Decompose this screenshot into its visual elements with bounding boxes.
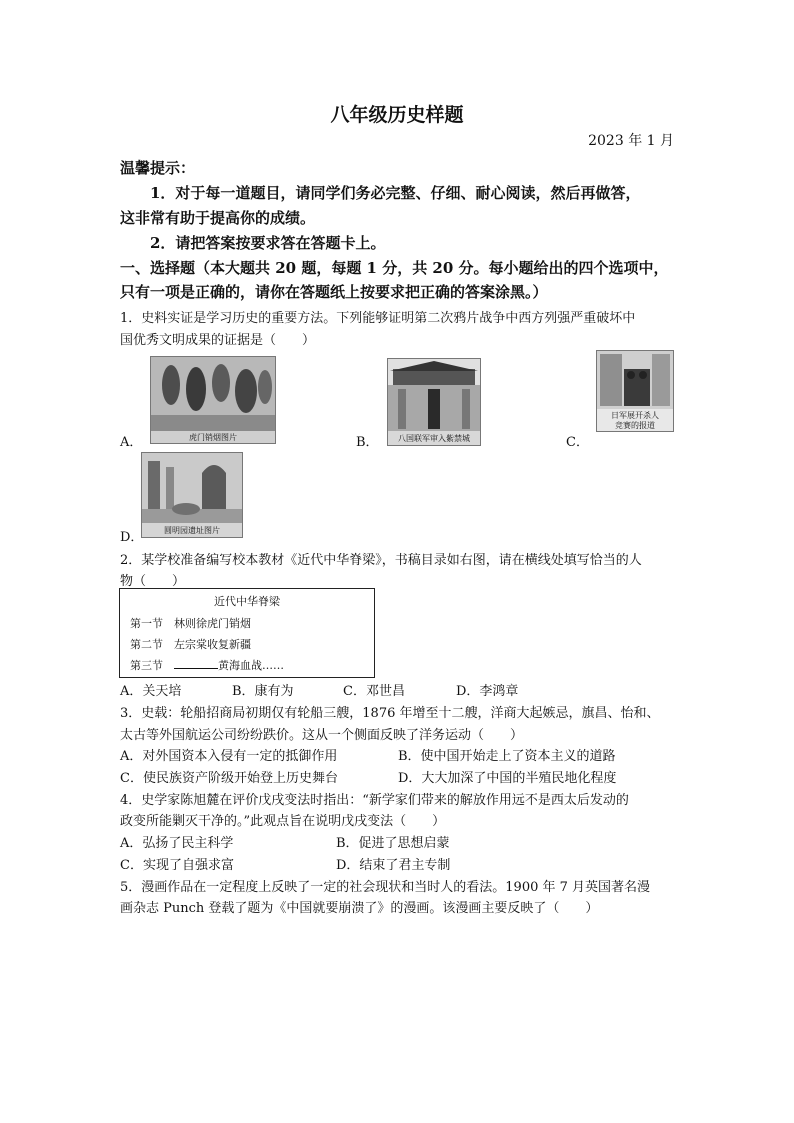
- tips-heading: 温馨提示：: [120, 159, 196, 177]
- q1-stem-line-2: 国优秀文明成果的证据是（ ）: [120, 333, 316, 348]
- option-b-letter: B．: [356, 435, 379, 450]
- q4-option-d: D．结束了君主专制: [336, 858, 451, 873]
- newspaper-report-image: [597, 351, 673, 409]
- q5-stem-line-1: 5．漫画作品在一定程度上反映了一定的社会现状和当时人的看法。1900 年 7 月英国著名漫: [120, 880, 651, 895]
- q2-option-a: A．关天培: [120, 684, 182, 699]
- q5-stem-line-2: 画杂志 Punch 登载了题为《中国就要崩溃了》的漫画。该漫画主要反映了（ ）: [120, 901, 599, 916]
- toc-row-1: 第一节 林则徐虎门销烟: [130, 617, 251, 630]
- option-c-caption-line-1: 日军展开杀人: [611, 411, 659, 420]
- section-1-heading-line-1: 一、选择题（本大题共 20 题，每题 1 分，共 20 分。每小题给出的四个选项中，: [120, 259, 669, 277]
- q3-option-d: D．大大加深了中国的半殖民地化程度: [398, 771, 617, 786]
- q4-option-a: A．弘扬了民主科学: [120, 836, 234, 851]
- yuanmingyuan-ruins-image: [142, 453, 242, 523]
- forbidden-city-image: [388, 359, 480, 431]
- toc-title: 近代中华脊梁: [214, 595, 280, 608]
- q4-stem-line-2: 政变所能剿灭干净的。”此观点旨在说明戊戌变法（ ）: [120, 814, 446, 829]
- option-d-photo: [141, 452, 243, 538]
- option-d-letter: D．: [120, 530, 144, 545]
- q2-option-b: B．康有为: [232, 684, 294, 699]
- toc-row-3: [130, 657, 284, 673]
- q4-stem-line-1: 4．史学家陈旭麓在评价戊戌变法时指出：“新学家们带来的解放作用远不是西太后发动的: [120, 793, 629, 808]
- toc-row-3-suffix: 黄海血战……: [218, 659, 284, 672]
- q2-option-d: D．李鸿章: [456, 684, 519, 699]
- toc-row-3-prefix: 第三节: [130, 659, 174, 672]
- q2-option-c: C．邓世昌: [343, 684, 405, 699]
- tip-1-line-1: 1．对于每一道题目，请同学们务必完整、仔细、耐心阅读，然后再做答，: [150, 184, 641, 202]
- option-a-photo: [150, 356, 276, 444]
- q4-option-b: B．促进了思想启蒙: [336, 836, 450, 851]
- q3-option-c: C．使民族资产阶级开始登上历史舞台: [120, 771, 338, 786]
- q3-stem-line-1: 3．史载：轮船招商局初期仅有轮船三艘，1876 年增至十二艘，洋商大起嫉忌，旗昌、怡和、: [120, 706, 660, 721]
- option-b-photo: [387, 358, 481, 446]
- toc-row-2: 第二节 左宗棠收复新疆: [130, 638, 251, 651]
- page-title: 八年级历史样题: [330, 104, 464, 126]
- option-a-caption: 虎门销烟图片: [189, 433, 237, 442]
- q2-stem-line-1: 2．某学校准备编写校本教材《近代中华脊梁》，书稿目录如右图，请在横线处填写恰当的人: [120, 553, 642, 568]
- q3-stem-line-2: 太古等外国航运公司纷纷跌价。这从一个侧面反映了洋务运动（ ）: [120, 728, 524, 743]
- option-c-photo: [596, 350, 674, 432]
- exam-date: 2023 年 1 月: [588, 133, 674, 149]
- option-c-caption-line-2: 竞赛的报道: [615, 421, 655, 430]
- q4-option-c: C．实现了自强求富: [120, 858, 234, 873]
- q2-stem-line-2: 物（ ）: [120, 574, 186, 589]
- q3-option-b: B．使中国开始走上了资本主义的道路: [398, 749, 616, 764]
- option-c-letter: C．: [566, 435, 589, 450]
- table-of-contents-box: [119, 588, 375, 678]
- tip-2: 2．请把答案按要求答在答题卡上。: [150, 234, 386, 252]
- fill-in-blank: [174, 658, 218, 669]
- q1-stem-line-1: 1．史料实证是学习历史的重要方法。下列能够证明第二次鸦片战争中西方列强严重破坏中: [120, 311, 636, 326]
- section-1-heading-line-2: 只有一项是正确的，请你在答题纸上按要求把正确的答案涂黑。）: [120, 283, 548, 301]
- option-b-caption: 八国联军审入紫禁城: [398, 434, 470, 443]
- option-a-letter: A．: [120, 435, 143, 450]
- q3-option-a: A．对外国资本入侵有一定的抵御作用: [120, 749, 338, 764]
- option-d-caption: 圆明园遗址图片: [164, 526, 220, 535]
- relief-carving-image: [151, 357, 275, 431]
- tip-1-line-2: 这非常有助于提高你的成绩。: [120, 209, 316, 227]
